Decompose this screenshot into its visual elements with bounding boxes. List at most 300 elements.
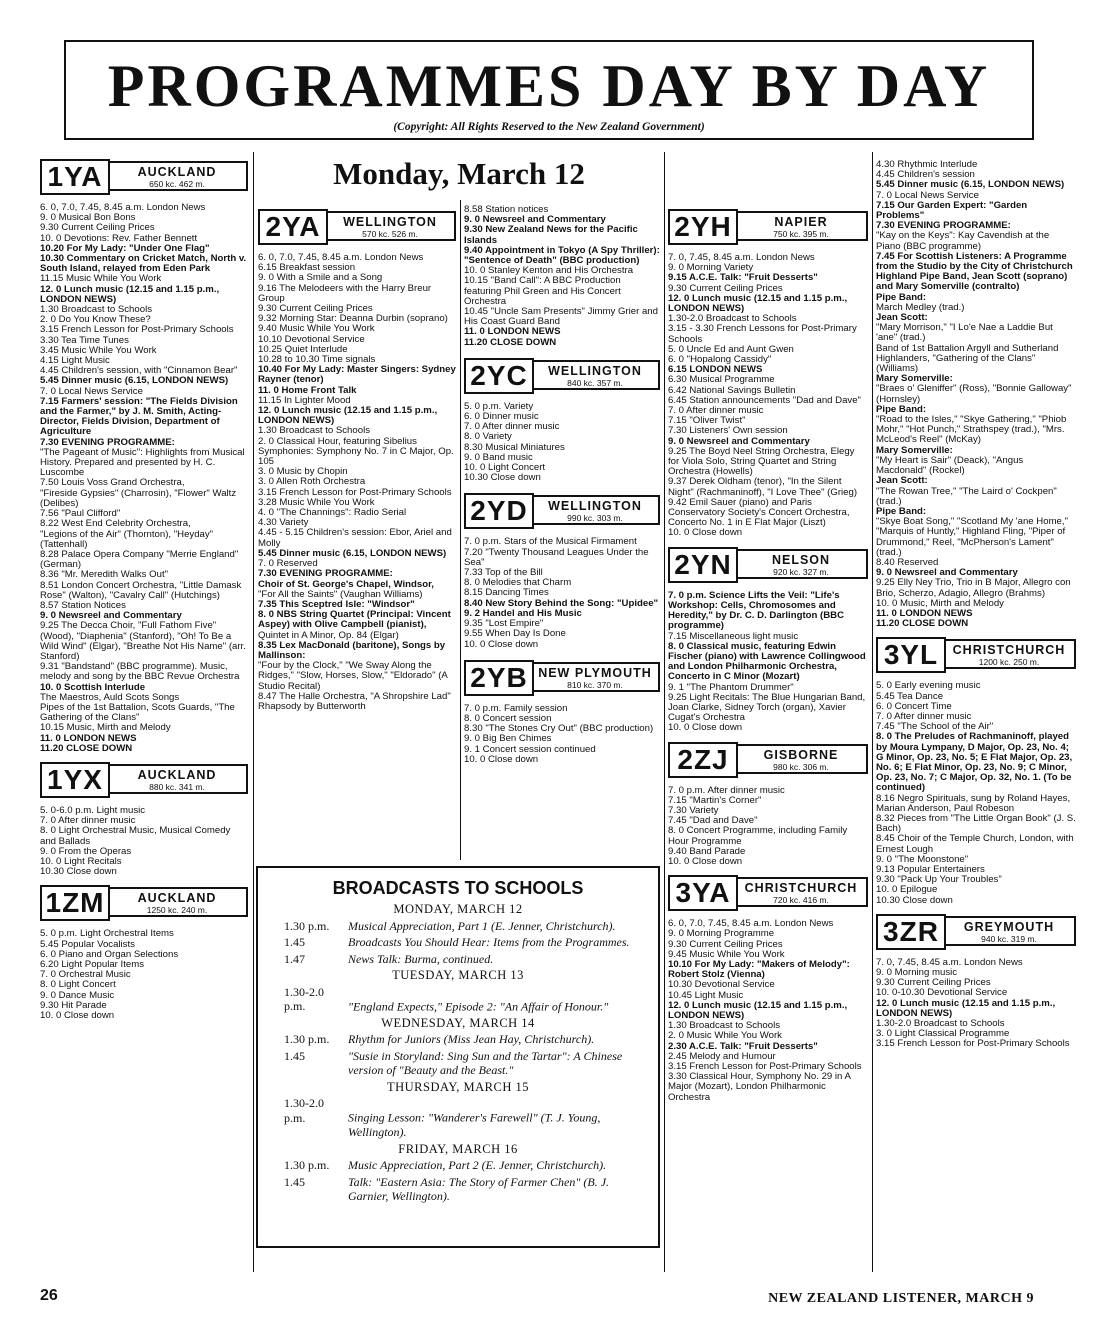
schools-item xyxy=(268,985,648,1014)
station-name: AUCKLAND xyxy=(137,891,217,906)
programme-item: 10.20 For My Lady: "Under One Flag" xyxy=(40,242,210,254)
programme-item: 6. 0 Piano and Organ Selections xyxy=(40,948,179,960)
programme-item: 10.30 Close down xyxy=(40,866,117,878)
programme-item: 6.42 National Savings Bulletin xyxy=(668,384,796,396)
station-frequency: 940 kc. 319 m. xyxy=(981,933,1037,944)
station-logo: 1ZM xyxy=(40,885,110,921)
programme-item: 3.45 Music While You Work xyxy=(40,344,157,356)
programme-item: 7.35 This Sceptred Isle: "Windsor" xyxy=(258,598,415,610)
programme-item: 9.30 Current Ceiling Prices xyxy=(40,222,155,234)
programme-item: 10. 0 Close down xyxy=(464,753,539,765)
station-info xyxy=(108,764,248,794)
programme-item: 9. 0 Newsreel and Commentary xyxy=(876,567,1018,579)
programme-item: 9.25 Elly Ney Trio, Trio in B Major, Allegro con Brio, Scherzo, Adagio, Allegro (Brahms) xyxy=(876,577,1071,599)
programme-item: 5. 0-6.0 p.m. Light music xyxy=(40,804,146,816)
schools-day-heading: THURSDAY, MARCH 15 xyxy=(386,1079,530,1094)
copyright-line: (Copyright: All Rights Reserved to the New Zealand Government) xyxy=(393,121,705,133)
station-info xyxy=(736,744,868,774)
programme-item: 7.50 Louis Voss Grand Orchestra, xyxy=(40,477,185,489)
programme-item: 10. 0 Close down xyxy=(464,638,539,650)
station-info xyxy=(108,161,248,191)
programme-item: 10. 0 Close down xyxy=(40,1010,115,1022)
programme-item: 9.13 Popular Entertainers xyxy=(876,864,985,875)
programme-item: 10. 0 Stanley Kenton and His Orchestra xyxy=(464,265,634,277)
programme-item: 6.20 Light Popular Items xyxy=(40,959,144,970)
programme-item: Band of 1st Battalion Argyll and Sutherland Highlanders, "Gathering of the Clans" (Williams) xyxy=(876,342,1059,375)
programme-item: 2.45 Melody and Humour xyxy=(668,1050,776,1062)
programme-item: 9.42 Emil Sauer (piano) and Paris Conservatory Society's Concert Orchestra, Concerto No. 1 in E Flat Major (Liszt) xyxy=(668,496,850,529)
schools-item xyxy=(268,1096,648,1140)
programme-item: 3.15 - 3.30 French Lessons for Post-Primary Schools xyxy=(668,323,857,345)
programme-item: 2. 0 Classical Hour, featuring Sibelius Symphonies: Symphony No. 7 in C Major, Op. 105 xyxy=(258,435,454,468)
column-2 xyxy=(258,205,456,860)
programme-item: 9.30 Current Ceiling Prices xyxy=(668,938,783,950)
programme-item: 6. 0 "Hopalong Cassidy" xyxy=(668,354,772,366)
programme-item: 9. 0 Newsreel and Commentary xyxy=(668,435,810,447)
programme-item: 5.45 Dinner music (6.15, LONDON NEWS) xyxy=(40,375,229,387)
programme-item: 4.30 Variety xyxy=(258,517,309,529)
programme-item: 10.30 Devotional Service xyxy=(668,979,775,991)
station-logo: 1YX xyxy=(40,762,110,798)
programme-item: 8. 0 Concert Programme, including Family Hour Programme xyxy=(668,825,848,847)
programme-list-3zr xyxy=(876,958,1076,1050)
programme-list-1ya xyxy=(40,203,248,754)
programme-item: 1.30 Broadcast to Schools xyxy=(668,1020,780,1032)
programme-list-3ya-continued xyxy=(876,160,1076,629)
day-heading: Monday, March 12 xyxy=(333,156,585,191)
programme-item: "The Rowan Tree," "The Laird o' Cockpen" (trad.) xyxy=(876,485,1057,507)
programme-item: 11.20 CLOSE DOWN xyxy=(876,618,969,630)
column-1 xyxy=(40,155,248,1275)
programme-item: 4.45 - 5.15 Children's session: Ebor, Ariel and Molly xyxy=(258,527,452,549)
programme-item: 3. 0 Light Classical Programme xyxy=(876,1028,1010,1040)
station-name: AUCKLAND xyxy=(137,165,217,179)
programme-item: "Mary Morrison," "I Lo'e Nae a Laddie But 'ane" (trad.) xyxy=(876,322,1053,344)
station-header-2yc xyxy=(464,358,660,396)
programme-item: 8.15 Dancing Times xyxy=(464,587,549,599)
station-header-2yn xyxy=(668,547,868,585)
programme-list-2ya xyxy=(258,253,456,712)
programme-item: 1.30-2.0 Broadcast to Schools xyxy=(668,313,797,325)
programme-item: 9. 0 Musical Bon Bons xyxy=(40,212,136,224)
programme-item: 10. 0 Light Recitals xyxy=(40,855,122,867)
programme-item: 3.15 French Lesson for Post-Primary Schools xyxy=(258,486,452,498)
schools-item-text: Broadcasts You Should Hear: Items from the Programmes. xyxy=(348,935,630,949)
station-frequency: 810 kc. 370 m. xyxy=(567,679,623,690)
programme-item: 6. 0, 7.0, 7.45, 8.45 a.m. London News xyxy=(258,252,424,263)
schools-item-time: 1.45 xyxy=(284,1048,305,1063)
programme-item: 9.16 The Melodeers with the Harry Breur Group xyxy=(258,282,432,304)
programme-list-2zj xyxy=(668,786,868,868)
programme-item: 4.15 Light Music xyxy=(40,355,110,367)
programme-item: 5. 0 p.m. Variety xyxy=(464,400,534,412)
programme-item: 9. 0 From the Operas xyxy=(40,845,132,857)
programme-item: Pipe Band: xyxy=(876,403,927,415)
programme-item: 1.30 Broadcast to Schools xyxy=(40,304,152,316)
programme-item: 1.30-2.0 Broadcast to Schools xyxy=(876,1018,1005,1030)
programme-item: 12. 0 Lunch music (12.15 and 1.15 p.m., LONDON NEWS) xyxy=(40,283,220,305)
station-info xyxy=(944,916,1076,946)
programme-item: 7. 0 Local News Service xyxy=(876,189,979,201)
programme-item: 9.30 Current Ceiling Prices xyxy=(876,977,991,989)
programme-list-2yh xyxy=(668,253,868,539)
station-name: NELSON xyxy=(771,552,831,567)
programme-item: "Skye Boat Song," "Scotland My 'ane Home," "Marquis of Huntly," Highland Fling, "Piper of Drummond," Reel, "McPherson's Lament" (trad.) xyxy=(876,516,1068,558)
programme-item: 9. 0 Newsreel and Commentary xyxy=(464,214,606,226)
station-header-2yd xyxy=(464,493,660,531)
programme-item: 9.40 Appointment in Tokyo (A Spy Thriller): "Sentence of Death" (BBC production) xyxy=(464,244,660,267)
station-frequency: 920 kc. 327 m. xyxy=(773,566,829,577)
schools-item-text: "Susie in Storyland: Sing Sun and the Tartar": A Chinese version of "Beauty and the Beast." xyxy=(348,1048,623,1077)
schools-item-text: Singing Lesson: "Wanderer's Farewell" (T. J. Young, Wellington). xyxy=(348,1110,601,1139)
programme-list-2yb xyxy=(464,704,660,765)
schools-day-heading: MONDAY, MARCH 12 xyxy=(393,902,523,916)
station-name: GREYMOUTH xyxy=(963,919,1055,934)
programme-item: 7.30 EVENING PROGRAMME: xyxy=(40,436,175,448)
station-logo: 3YA xyxy=(668,875,738,911)
programme-item: 8. 0 Light Concert xyxy=(40,979,116,991)
programme-item: 7.45 "Dad and Dave" xyxy=(668,815,758,827)
column-5 xyxy=(876,160,1076,1275)
station-logo: 2YC xyxy=(464,358,534,394)
programme-item: 9. 0 Newsreel and Commentary xyxy=(40,610,182,622)
programme-item: "The Pageant of Music": Highlights from Musical History. Prepared and presented by H. C. Luscombe xyxy=(40,446,245,479)
schools-item-time: 1.30-2.0 p.m. xyxy=(284,984,324,1013)
programme-item: 8.58 Station notices xyxy=(464,205,549,215)
programme-item: 11.20 CLOSE DOWN xyxy=(40,742,133,754)
programme-item: 8. 0 Melodies that Charm xyxy=(464,577,572,589)
programme-item: 9.25 The Decca Choir, "Full Fathom Five" (Wood), "Diaphenia" (Stanford), "Oh! To Be a Wild Wind" (Elgar), "Breathe Not His Name" (arr. Stanford) xyxy=(40,620,246,662)
station-header-2yb xyxy=(464,660,660,698)
programme-item: 9.15 A.C.E. Talk: "Fruit Desserts" xyxy=(668,272,818,284)
programme-item: 5.45 Dinner music (6.15, LONDON NEWS) xyxy=(258,547,447,559)
programme-item: 7. 0 After dinner music xyxy=(40,815,136,827)
programme-item: 11. 0 LONDON NEWS xyxy=(40,732,137,744)
programme-item: 7.30 EVENING PROGRAMME: xyxy=(876,220,1011,232)
programme-item: 9. 0 Morning music xyxy=(876,967,958,979)
programme-item: 10.15 "Band Call": A BBC Production featuring Phil Green and His Concert Orchestra xyxy=(464,275,621,307)
station-info xyxy=(108,887,248,917)
schools-item-time: 1.30-2.0 p.m. xyxy=(284,1096,324,1125)
programme-item: 10.30 Close down xyxy=(876,894,953,906)
schools-item-text: "England Expects," Episode 2: "An Affair of Honour." xyxy=(348,999,609,1013)
programme-item: 8.51 London Concert Orchestra, "Little Damask Rose" (Walton), "Cavalry Call" (Hutchings) xyxy=(40,579,242,601)
station-frequency: 650 kc. 462 m. xyxy=(149,179,205,189)
broadcasts-to-schools-box xyxy=(256,866,660,1248)
column-rule xyxy=(664,152,665,1272)
programme-item: 7.45 "The School of the Air" xyxy=(876,721,994,733)
programme-item: 8. 0 Variety xyxy=(464,431,512,443)
programme-item: 6. 0 Dinner music xyxy=(464,411,539,423)
programme-item: 4.30 Rhythmic Interlude xyxy=(876,160,978,170)
programme-item: 8. 0 Concert session xyxy=(464,712,552,724)
programme-item: 8. 0 The Preludes of Rachmaninoff, played by Moura Lympany, D Major, Op. 23, No. 4; G Minor, Op. 23, No. 5; E Flat Major, Op. 23, No. 6; E Flat Minor, Op. 23, No. 9; C Minor, Op. 23, No. 7; C Major, Op. 32, No. 1. (To be continued) xyxy=(876,731,1073,794)
programme-item: 9.35 "Lost Empire" xyxy=(464,618,544,630)
station-info xyxy=(944,639,1076,669)
programme-item: 10. 0 Epilogue xyxy=(876,884,938,896)
programme-item: 11. 0 Home Front Talk xyxy=(258,384,357,396)
programme-item: 10.40 For My Lady: Master Singers: Sydney Rayner (tenor) xyxy=(258,364,456,386)
programme-item: 10.10 For My Lady: "Makers of Melody": Robert Stolz (Vienna) xyxy=(668,958,850,981)
programme-item: 7. 0 After dinner music xyxy=(464,421,560,433)
station-logo: 1YA xyxy=(40,159,110,195)
programme-item: 9.31 "Bandstand" (BBC programme). Music, melody and song by the BBC Revue Orchestra xyxy=(40,661,240,683)
programme-item: 8. 0 Classical music, featuring Edwin Fischer (piano) with Lawrence Collingwood and London Philharmonic Orchestra, Concerto in C Minor (Mozart) xyxy=(668,640,866,683)
programme-item: 10. 0 Devotions: Rev. Father Bennett xyxy=(40,232,198,244)
programme-item: Pipe Band: xyxy=(876,291,927,303)
schools-item-text: Talk: "Eastern Asia: The Story of Farmer Chen" (B. J. Garnier, Wellington). xyxy=(348,1174,610,1203)
station-info xyxy=(532,662,660,692)
programme-item: 9. 0 Morning Variety xyxy=(668,262,754,274)
programme-item: 7.45 For Scottish Listeners: A Programme from the Studio by the City of Christchurch Highland Pipe Band, Jean Scott (soprano) and Mary Somerville (contralto) xyxy=(876,250,1073,293)
schools-item-text: Musical Appreciation, Part 1 (E. Jenner, Christchurch). xyxy=(348,918,616,933)
programme-item: 8.40 New Story Behind the Song: "Upidee" xyxy=(464,597,659,609)
programme-item: 5.45 Popular Vocalists xyxy=(40,938,135,950)
programme-item: 7. 0, 7.45, 8.45 a.m. London News xyxy=(876,956,1023,968)
station-logo: 3YL xyxy=(876,637,946,673)
station-header-1zm xyxy=(40,885,248,923)
schools-item xyxy=(268,935,648,950)
programme-item: 7.15 Farmers' session: "The Fields Division and the Farmer," by J. M. Smith, Acting-Director, Fields Division, Department of Agriculture xyxy=(40,395,238,438)
programme-item: 11.20 CLOSE DOWN xyxy=(464,336,557,348)
schools-day-heading: TUESDAY, MARCH 13 xyxy=(392,968,524,982)
programme-item: 9. 0 With a Smile and a Song xyxy=(258,272,383,284)
programme-item: 9. 2 Handel and His Music xyxy=(464,607,582,619)
page-title: PROGRAMMES DAY BY DAY xyxy=(107,53,991,119)
programme-item: 7. 0 Local News Service xyxy=(40,385,143,397)
programme-item: 10.10 Devotional Service xyxy=(258,333,365,345)
programme-list-2yd xyxy=(464,537,660,649)
programme-item: 7. 0 Orchestral Music xyxy=(40,969,131,981)
schools-day-heading: FRIDAY, MARCH 16 xyxy=(398,1141,518,1156)
station-frequency: 990 kc. 303 m. xyxy=(567,513,623,524)
programme-item: Quintet in A Minor, Op. 84 (Elgar) xyxy=(258,629,399,641)
schools-item-text: Rhythm for Juniors (Miss Jean Hay, Christchurch). xyxy=(348,1032,595,1046)
programme-item: "Legions of the Air" (Thornton), "Heyday" (Tattenhall) xyxy=(40,528,214,550)
programme-item: 8. 0 NBS String Quartet (Principal: Vincent Aspey) with Olive Campbell (pianist), xyxy=(258,609,451,631)
programme-item: "Braes o' Gleniffer" (Ross), "Bonnie Galloway" (Hornsley) xyxy=(876,383,1072,405)
programme-item: 10.30 Commentary on Cricket Match, North v. South Island, relayed from Eden Park xyxy=(40,253,247,275)
programme-item: "For All the Saints" (Vaughan Williams) xyxy=(258,588,423,600)
programme-item: 11.15 Music While You Work xyxy=(40,273,162,285)
programme-item: 7.20 "Twenty Thousand Leagues Under the Sea" xyxy=(464,546,649,568)
programme-item: 7.15 "Oliver Twist" xyxy=(668,415,746,427)
programme-item: Pipes of the 1st Battalion, Scots Guards, "The Gathering of the Clans" xyxy=(40,701,235,724)
programme-item: 11. 0 LONDON NEWS xyxy=(464,326,561,338)
station-name: GISBORNE xyxy=(763,747,839,762)
page-number: 26 xyxy=(40,1287,58,1304)
programme-item: 5.45 Tea Dance xyxy=(876,690,944,702)
station-frequency: 750 kc. 395 m. xyxy=(773,229,829,239)
station-logo: 2YN xyxy=(668,547,738,583)
programme-item: 5. 0 Uncle Ed and Aunt Gwen xyxy=(668,343,794,355)
programme-item: 10. 0 Close down xyxy=(668,527,743,539)
programme-item: 2. 0 Do You Know These? xyxy=(40,314,151,326)
programme-item: 7. 0 Reserved xyxy=(258,558,318,570)
programme-list-3yl xyxy=(876,681,1076,905)
programme-item: 4.45 Children's session xyxy=(876,169,975,181)
programme-item: Jean Scott: xyxy=(876,475,928,487)
schools-item xyxy=(268,1032,648,1047)
programme-item: 3. 0 Music by Chopin xyxy=(258,466,348,478)
programme-item: 3.15 French Lesson for Post-Primary Schools xyxy=(668,1061,862,1072)
schools-item xyxy=(268,919,648,934)
station-frequency: 570 kc. 526 m. xyxy=(362,229,418,239)
station-name: WELLINGTON xyxy=(343,215,437,229)
station-header-3zr xyxy=(876,914,1076,952)
station-logo: 2YH xyxy=(668,209,738,245)
programme-item: Mary Somerville: xyxy=(876,373,953,385)
programme-item: 12. 0 Lunch music (12.15 and 1.15 p.m., LONDON NEWS) xyxy=(258,405,438,427)
programme-item: 2. 0 Music While You Work xyxy=(668,1030,782,1042)
station-info xyxy=(736,549,868,579)
programme-item: 6.30 Musical Programme xyxy=(668,374,775,386)
programme-item: 8.36 "Mr. Meredith Walks Out" xyxy=(40,569,169,581)
programme-item: 9.32 Morning Star: Deanna Durbin (soprano) xyxy=(258,313,448,325)
station-name: CHRISTCHURCH xyxy=(744,881,858,896)
programme-item: 9.30 "Pack Up Your Troubles" xyxy=(876,874,1002,886)
station-header-3ya xyxy=(668,875,868,913)
programme-list-1yx xyxy=(40,806,248,877)
programme-list-2yc xyxy=(464,402,660,484)
station-frequency: 980 kc. 306 m. xyxy=(773,761,829,772)
programme-item: 8.16 Negro Spirituals, sung by Roland Hayes, Marian Anderson, Paul Robeson xyxy=(876,792,1071,814)
programme-item: 3.28 Music While You Work xyxy=(258,496,375,508)
programme-item: 12. 0 Lunch music (12.15 and 1.15 p.m., LONDON NEWS) xyxy=(668,999,848,1021)
schools-day-heading: WEDNESDAY, MARCH 14 xyxy=(381,1015,535,1030)
programme-item: 2.30 A.C.E. Talk: "Fruit Desserts" xyxy=(668,1040,818,1052)
programme-list-3ya xyxy=(668,919,868,1103)
programme-item: 7. 0 p.m. Stars of the Musical Firmament xyxy=(464,536,637,548)
programme-item: 9.25 Light Recitals: The Blue Hungarian Band, Joan Clarke, Sidney Torch (organ), Xavier Cugat's Orchestra xyxy=(668,691,866,724)
programme-item: 10.25 Quiet Interlude xyxy=(258,343,348,355)
programme-item: 7. 0 p.m. Science Lifts the Veil: "Life's Workshop: Cells, Chromosomes and Heredity," by Dr. C. D. Darlington (BBC programme) xyxy=(668,589,845,632)
programme-item: 3.30 Classical Hour, Symphony No. 29 in A Major (Mozart), London Philharmonic Orchestra xyxy=(668,1071,851,1103)
station-frequency: 880 kc. 341 m. xyxy=(149,781,205,792)
programme-item: 9.45 Music While You Work xyxy=(668,948,785,960)
programme-item: 6. 0, 7.0, 7.45, 8.45 a.m. London News xyxy=(40,202,206,213)
programme-item: 10. 0 Close down xyxy=(668,722,743,734)
station-info xyxy=(736,211,868,241)
programme-item: 7. 0 p.m. Family session xyxy=(464,702,568,714)
column-rule xyxy=(253,152,254,1272)
programme-list-2yn xyxy=(668,591,868,734)
programme-item: 10.45 "Uncle Sam Presents" Jimmy Grier and His Coast Guard Band xyxy=(464,306,658,328)
station-header-1yx xyxy=(40,762,248,800)
schools-item xyxy=(268,1049,648,1078)
programme-list-1zm xyxy=(40,929,248,1021)
station-logo: 2YD xyxy=(464,493,534,529)
programme-item: 3.15 French Lesson for Post-Primary Schools xyxy=(876,1038,1070,1050)
programme-item: 11. 0 LONDON NEWS xyxy=(876,607,973,619)
station-frequency: 1200 kc. 250 m. xyxy=(978,657,1040,668)
programme-item: "Four by the Clock," "We Sway Along the Ridges," "Slow, Horses, Slow," "Eldorado" (A Studio Recital) xyxy=(258,660,448,692)
programme-item: "Road to the Isles," "Skye Gathering," "Phiob Mohr," "Hot Punch," Strathspey (trad.), "Mrs. McLeod's Reel" (McKay) xyxy=(876,414,1067,446)
programme-item: Mary Somerville: xyxy=(876,444,953,456)
programme-item: 9. 0 "The Moonstone" xyxy=(876,853,969,865)
programme-item: The Maestros, Auld Scots Songs xyxy=(40,691,180,703)
programme-item: 7.33 Top of the Bill xyxy=(464,567,543,579)
programme-item: 10.45 Light Music xyxy=(668,989,744,1001)
programme-item: 9.30 Current Ceiling Prices xyxy=(258,303,373,315)
programme-item: 6.15 LONDON NEWS xyxy=(668,364,763,376)
station-name: WELLINGTON xyxy=(548,363,642,378)
programme-item: 3.30 Tea Time Tunes xyxy=(40,334,129,346)
programme-item: 8.32 Pieces from "The Little Organ Book" (J. S. Bach) xyxy=(876,812,1076,835)
station-info xyxy=(326,211,456,241)
programme-item: 9.40 Music While You Work xyxy=(258,323,375,335)
programme-item: 6.15 Breakfast session xyxy=(258,262,356,274)
programme-item: 3. 0 Allen Roth Orchestra xyxy=(258,476,366,488)
programme-item: 6.45 Station announcements "Dad and Dave" xyxy=(668,394,861,406)
programme-item: 10. 0 Music, Mirth and Melody xyxy=(876,597,1004,609)
programme-item: 6. 0 Concert Time xyxy=(876,700,952,712)
programme-item: 1.30 Broadcast to Schools xyxy=(258,425,370,437)
programme-item: 7.15 Our Garden Expert: "Garden Problems" xyxy=(876,199,1028,222)
programme-item: March Medley (trad.) xyxy=(876,301,965,313)
programme-item: 8.30 Musical Miniatures xyxy=(464,441,565,453)
schools-item-text: News Talk: Burma, continued. xyxy=(348,951,494,966)
masthead-banner xyxy=(64,40,1034,140)
programme-item: 10.30 Close down xyxy=(464,472,541,484)
station-header-2zj xyxy=(668,742,868,780)
programme-item: 7. 0, 7.45, 8.45 a.m. London News xyxy=(668,252,815,263)
programme-item: 5. 0 Early evening music xyxy=(876,680,981,692)
programme-item: 8.22 West End Celebrity Orchestra, xyxy=(40,518,191,530)
station-name: NAPIER xyxy=(774,215,828,229)
programme-item: 9.30 Current Ceiling Prices xyxy=(668,282,783,294)
column-4 xyxy=(668,205,868,1275)
programme-item: 8.57 Station Notices xyxy=(40,599,126,611)
station-name: CHRISTCHURCH xyxy=(952,643,1066,658)
station-frequency: 840 kc. 357 m. xyxy=(567,377,623,388)
programme-item: 8.35 Lex MacDonald (baritone), Songs by Mallinson: xyxy=(258,639,446,661)
programme-item: 9. 1 Concert session continued xyxy=(464,743,596,755)
schools-item-time: 1.45 xyxy=(284,1174,305,1189)
station-header-2ya xyxy=(258,209,456,247)
station-frequency: 1250 kc. 240 m. xyxy=(146,905,208,916)
programme-item: 12. 0 Lunch music (12.15 and 1.15 p.m., LONDON NEWS) xyxy=(668,292,848,315)
station-name: AUCKLAND xyxy=(137,767,217,782)
programme-item: 9. 0 Morning Programme xyxy=(668,928,775,940)
schools-item-text: Music Appreciation, Part 2 (E. Jenner, Christchurch). xyxy=(348,1158,607,1172)
programme-item: "Fireside Gypsies" (Charrosin), "Flower" Waltz (Delibes) xyxy=(40,487,237,509)
programme-item: 7.15 Miscellaneous light music xyxy=(668,630,799,642)
programme-item: Pipe Band: xyxy=(876,505,927,517)
programme-item: 11.15 In Lighter Mood xyxy=(258,394,351,406)
schools-item-time: 1.30 p.m. xyxy=(284,1032,330,1046)
programme-item: 7.30 EVENING PROGRAMME: xyxy=(258,568,393,580)
programme-item: 10. 0 Close down xyxy=(668,855,743,867)
station-name: NEW PLYMOUTH xyxy=(538,665,652,680)
programme-list-2ya-continued xyxy=(464,205,660,348)
schools-item-time: 1.30 p.m. xyxy=(284,918,330,933)
programme-item: "My Heart is Sair" (Deack), "Angus Macdonald" (Rockel) xyxy=(876,454,1024,477)
station-header-1ya xyxy=(40,159,248,197)
programme-item: "Kay on the Keys": Kay Cavendish at the Piano (BBC programme) xyxy=(876,230,1050,252)
programme-item: 10. 0-10.30 Devotional Service xyxy=(876,987,1008,999)
station-logo: 2YB xyxy=(464,660,534,696)
programme-item: 7.15 "Martin's Corner" xyxy=(668,794,762,806)
station-name: WELLINGTON xyxy=(548,499,642,514)
programme-item: 9. 0 Dance Music xyxy=(40,989,115,1001)
programme-item: 7.30 Listeners' Own session xyxy=(668,425,788,437)
schools-item xyxy=(268,1158,648,1173)
programme-item: 8.40 Reserved xyxy=(876,556,939,568)
station-info xyxy=(532,360,660,390)
programme-item: 7.56 "Paul Clifford" xyxy=(40,508,121,520)
programme-item: 5. 0 p.m. Light Orchestral Items xyxy=(40,928,174,940)
